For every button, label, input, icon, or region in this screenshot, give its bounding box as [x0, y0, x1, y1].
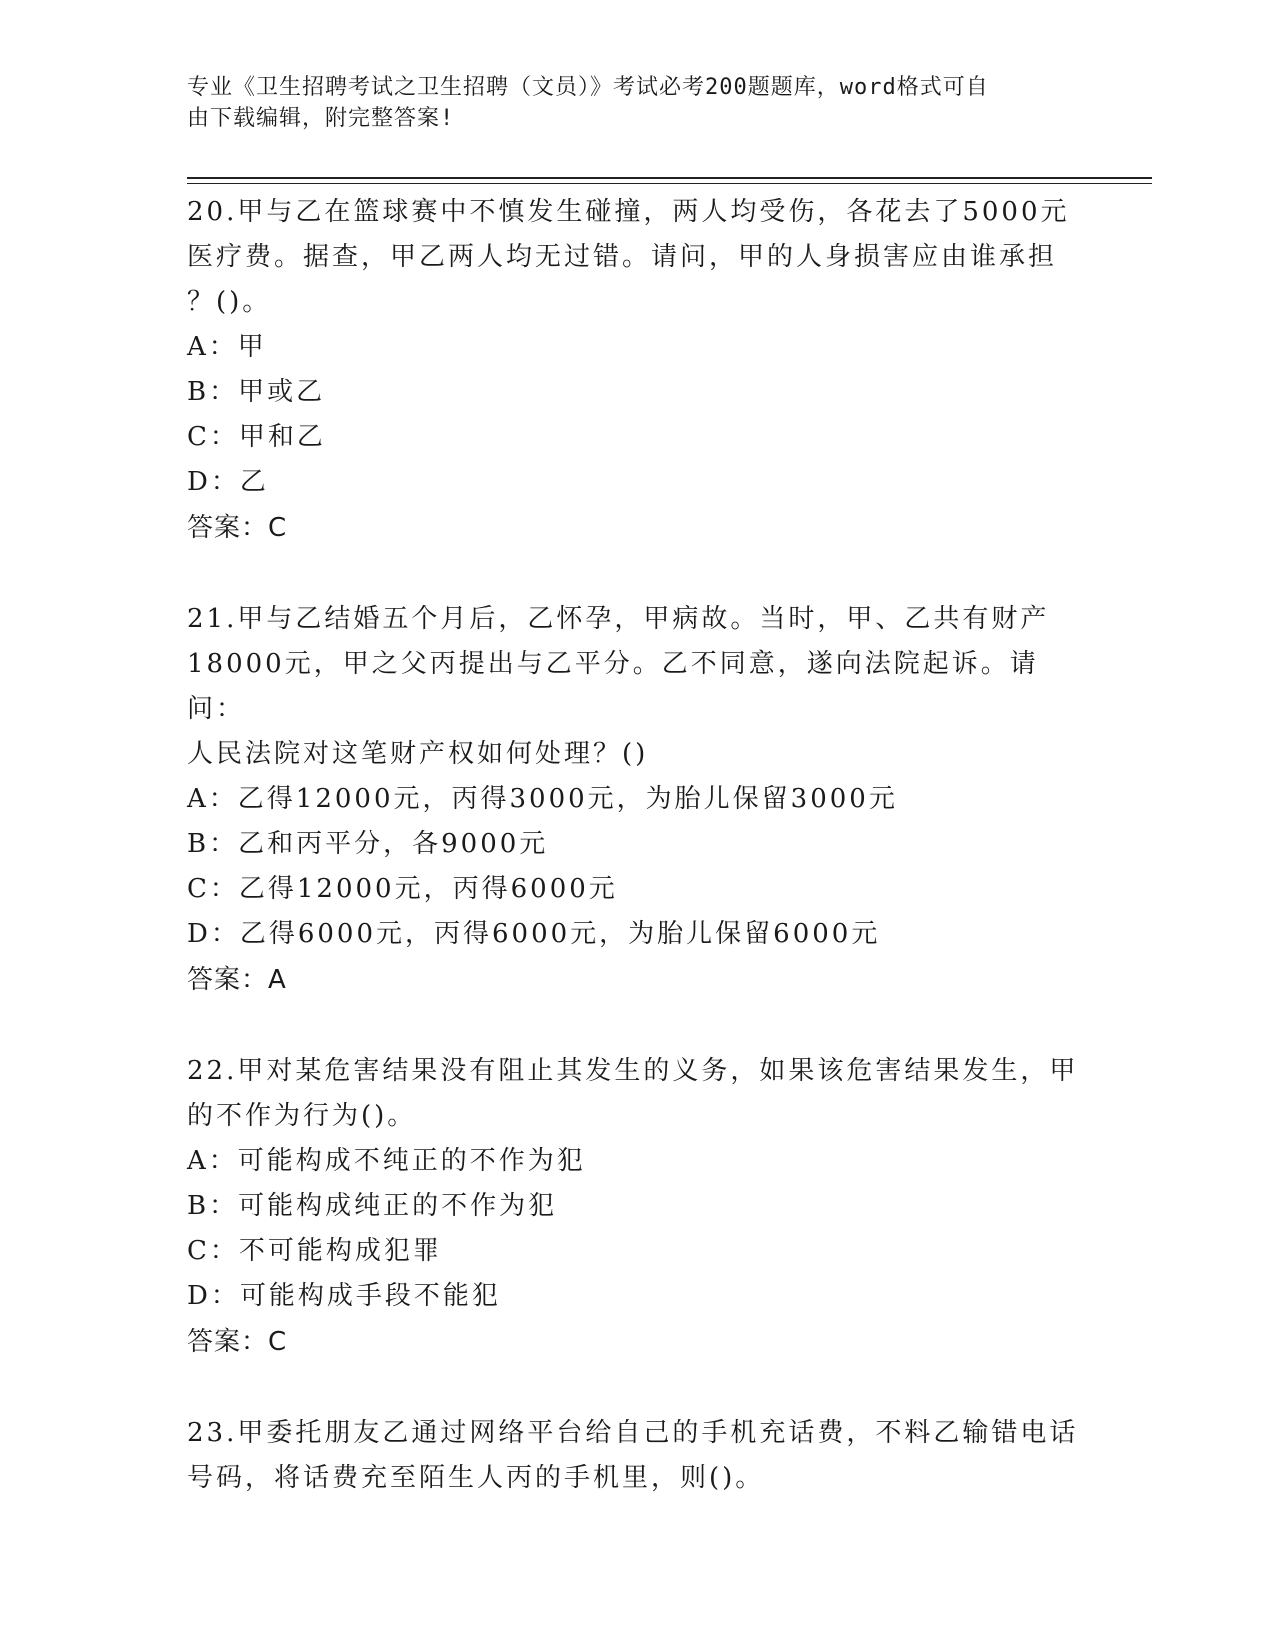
option-d: D：可能构成手段不能犯: [187, 1281, 501, 1311]
stem-line: 21.甲与乙结婚五个月后，乙怀孕，甲病故。当时，甲、乙共有财产: [187, 604, 1050, 634]
option-d: D：乙得6000元，丙得6000元，为胎儿保留6000元: [187, 919, 881, 949]
header-divider-thin: [187, 183, 1152, 184]
question-22: [187, 1049, 1087, 1365]
stem-line: 20.甲与乙在篮球赛中不慎发生碰撞，两人均受伤，各花去了5000元: [187, 197, 1070, 227]
question-20: [187, 190, 1087, 551]
header-line-2: 由下载编辑，附完整答案!: [187, 106, 455, 131]
question-23: [187, 1411, 1087, 1501]
question-stem: [187, 597, 1087, 777]
stem-line: 医疗费。据查，甲乙两人均无过错。请问，甲的人身损害应由谁承担: [187, 242, 1058, 272]
answer-line: 答案：A: [187, 965, 287, 995]
header-divider-thick: [187, 177, 1152, 179]
option-d: D：乙: [187, 467, 269, 497]
question-stem: [187, 1411, 1087, 1501]
stem-line: 23.甲委托朋友乙通过网络平台给自己的手机充话费，不料乙输错电话: [187, 1418, 1079, 1448]
stem-line: 的不作为行为()。: [187, 1101, 417, 1131]
stem-line: 22.甲对某危害结果没有阻止其发生的义务，如果该危害结果发生，甲: [187, 1056, 1079, 1086]
question-21: [187, 597, 1087, 1003]
option-c: C：不可能构成犯罪: [187, 1236, 442, 1266]
stem-line: ？()。: [187, 287, 272, 317]
question-stem: [187, 190, 1087, 325]
stem-line: 人民法院对这笔财产权如何处理？(): [187, 739, 649, 769]
answer-line: 答案：C: [187, 1327, 288, 1357]
answer-line: 答案：C: [187, 513, 288, 543]
option-b: B：乙和丙平分，各9000元: [187, 829, 549, 859]
stem-line: 18000元，甲之父丙提出与乙平分。乙不同意，遂向法院起诉。请问：: [187, 649, 1039, 724]
option-b: B：可能构成纯正的不作为犯: [187, 1191, 558, 1221]
stem-line: 号码，将话费充至陌生人丙的手机里，则()。: [187, 1463, 765, 1493]
option-b: B：甲或乙: [187, 377, 326, 407]
question-list: [187, 190, 1087, 1547]
option-c: C：乙得12000元，丙得6000元: [187, 874, 618, 904]
option-c: C：甲和乙: [187, 422, 326, 452]
document-header: [187, 72, 1067, 134]
option-a: A：乙得12000元，丙得3000元，为胎儿保留3000元: [187, 784, 898, 814]
option-a: A：可能构成不纯正的不作为犯: [187, 1146, 586, 1176]
header-line-1: 专业《卫生招聘考试之卫生招聘（文员）》考试必考200题题库，word格式可自: [187, 75, 989, 100]
question-stem: [187, 1049, 1087, 1139]
option-a: A：甲: [187, 332, 267, 362]
